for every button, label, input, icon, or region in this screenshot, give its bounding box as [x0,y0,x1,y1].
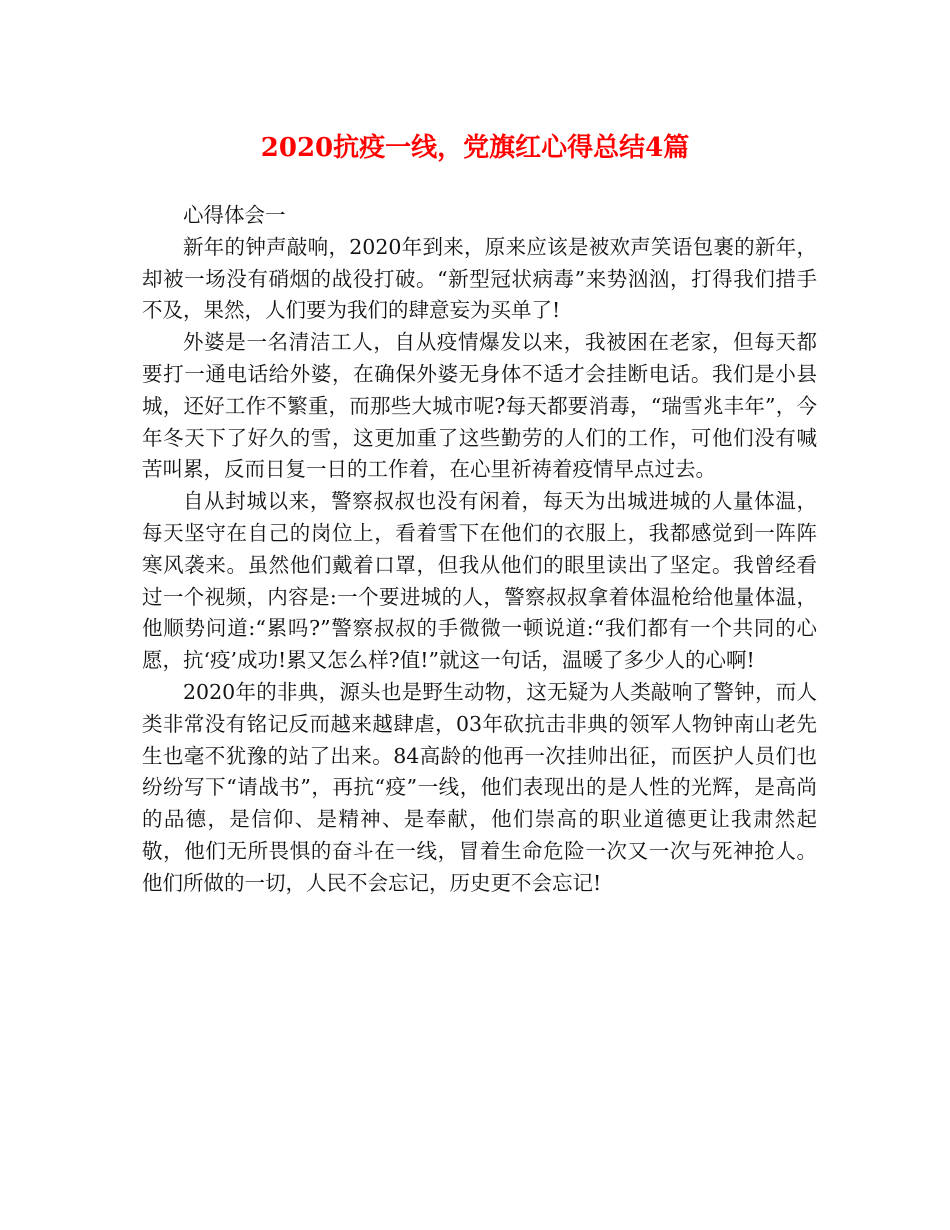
document-title: 2020抗疫一线，党旗红心得总结4篇 [260,133,690,163]
paragraph: 自从封城以来，警察叔叔也没有闲着，每天为出城进城的人量体温，每天坚守在自己的岗位上，看着雪下在他们的衣服上，我都感觉到一阵阵寒风袭来。虽然他们戴着口罩，但我从他们的眼里读出了坚定。我曾经看过一个视频，内容是:一个要进城的人，警察叔叔拿着体温枪给他量体温，他顺势问道:“累吗?”警察叔叔的手微微一顿说道:“我们都有一个共同的心愿，抗‘疫’成功!累又怎么样?值!”就这一句话，温暖了多少人的心啊! [142,489,817,673]
document-body [142,200,817,900]
paragraph: 2020年的非典，源头也是野生动物，这无疑为人类敲响了警钟，而人类非常没有铭记反而越来越肆虐，03年砍抗击非典的领军人物钟南山老先生也毫不犹豫的站了出来。84高龄的他再一次挂帅出征，而医护人员们也纷纷写下“请战书”，再抗“疫”一线，他们表现出的是人性的光辉，是高尚的品德，是信仰、是精神、是奉献，他们崇高的职业道德更让我肃然起敬，他们无所畏惧的奋斗在一线，冒着生命危险一次又一次与死神抢人。他们所做的一切，人民不会忘记，历史更不会忘记! [142,679,817,895]
section-heading: 心得体会一 [183,203,286,227]
paragraph: 新年的钟声敲响，2020年到来，原来应该是被欢声笑语包裹的新年，却被一场没有硝烟的战役打破。“新型冠状病毒”来势汹汹，打得我们措手不及，果然，人们要为我们的肆意妄为买单了! [142,234,817,323]
paragraph: 外婆是一名清洁工人，自从疫情爆发以来，我被困在老家，但每天都要打一通电话给外婆，在确保外婆无身体不适才会挂断电话。我们是小县城，还好工作不繁重，而那些大城市呢?每天都要消毒，“瑞雪兆丰年”，今年冬天下了好久的雪，这更加重了这些勤劳的人们的工作，可他们没有喊苦叫累，反而日复一日的工作着，在心里祈祷着疫情早点过去。 [142,330,817,482]
